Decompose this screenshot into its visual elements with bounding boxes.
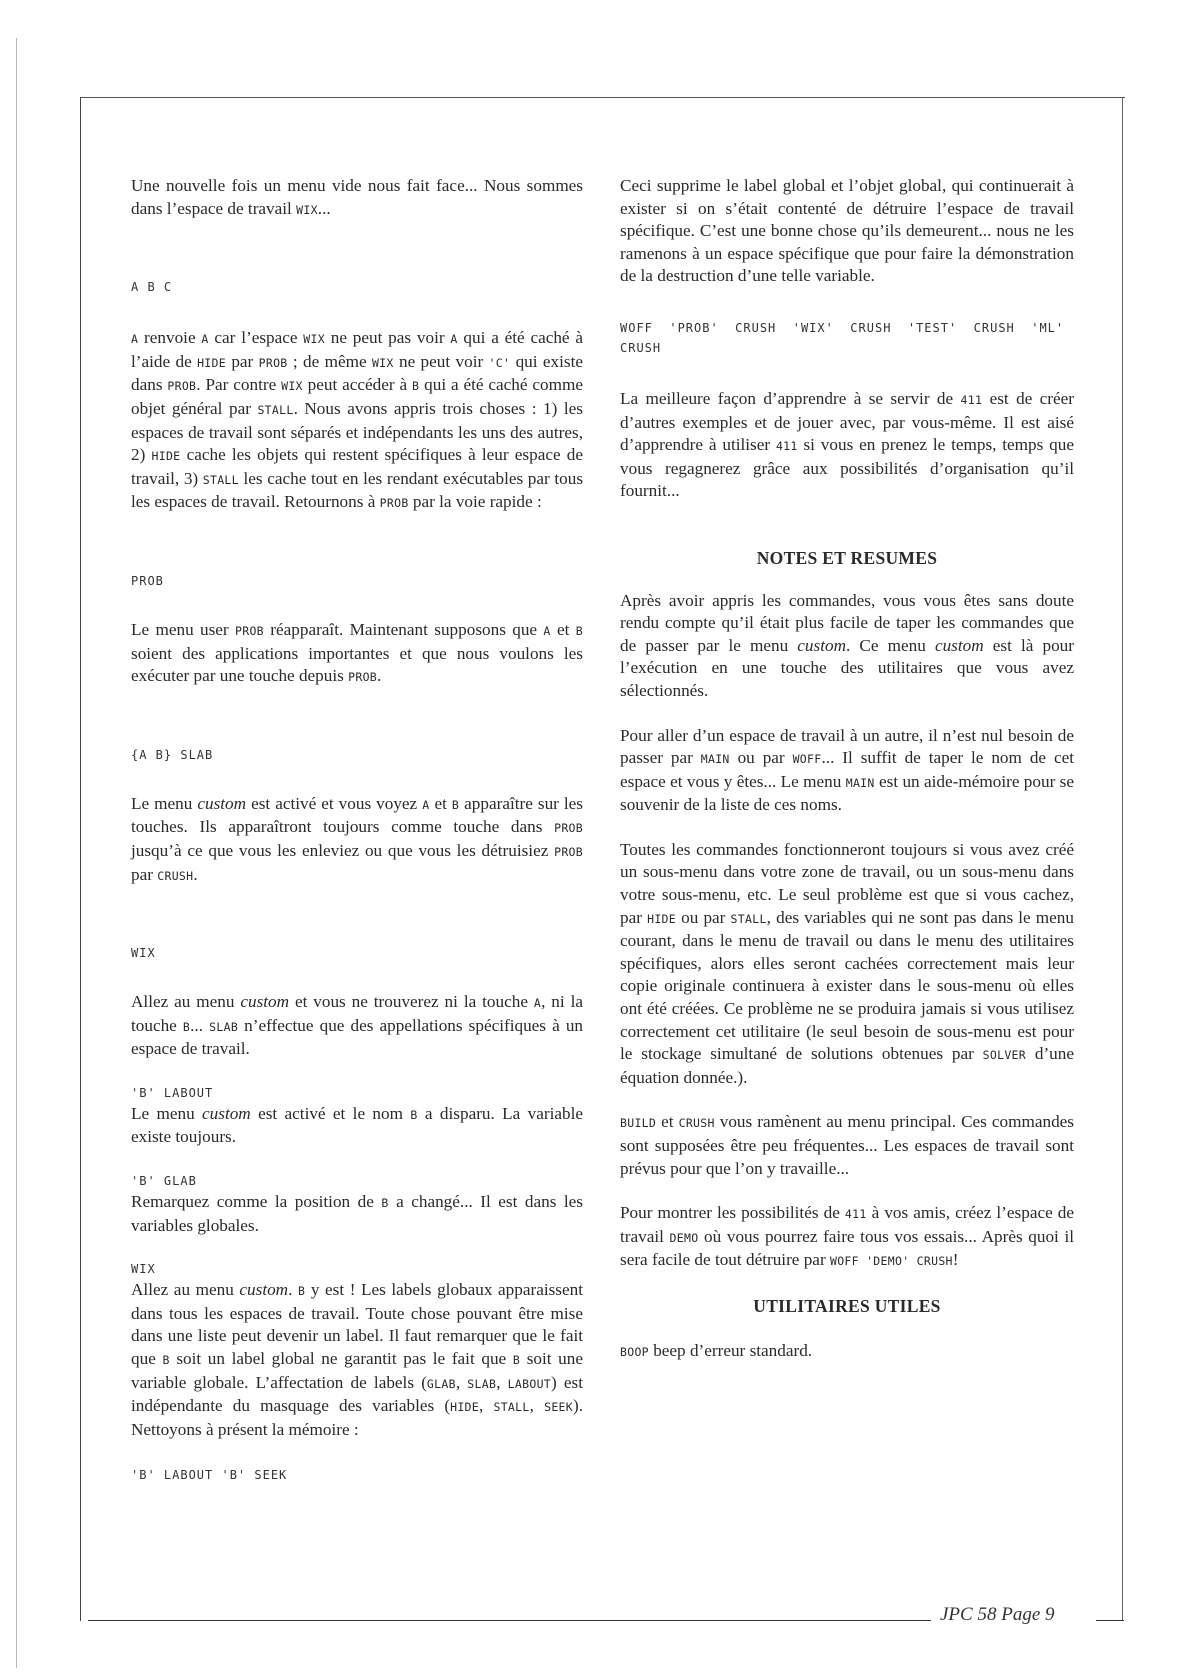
paragraph: Une nouvelle fois un menu vide nous fait face... Nous sommes dans l’espace de travail WIX...: [131, 176, 583, 218]
right-column: [620, 175, 1074, 1363]
code-line: 'B' LABOUT: [131, 1085, 214, 1100]
paragraph: BUILD et CRUSH vous ramènent au menu principal. Ces commandes sont supposées être peu fréquentes... Les espaces de travail sont prévus pour que l’on y travaille...: [620, 1112, 1074, 1178]
paragraph: Le menu custom est activé et vous voyez A et B apparaître sur les touches. Ils apparaîtront toujours comme touche dans PROB jusqu’à ce que vous les enleviez ou que vous les détruisiez PROB par CRUSH.: [131, 793, 583, 884]
paragraph: Le menu user PROB réapparaît. Maintenant supposons que A et B soient des applications importantes et que nous voulons les exécuter par une touche depuis PROB.: [131, 619, 584, 686]
paragraph: Pour montrer les possibilités de 411 à vos amis, créez l’espace de travail DEMO où vous pourrez faire tous vos essais... Après quoi il sera facile de tout détruire par WOFF 'DEMO' CRUSH!: [620, 1203, 1074, 1270]
code-line: {A B} SLAB: [131, 747, 214, 762]
code-line: WOFF 'PROB' CRUSH 'WIX' CRUSH 'TEST' CRUSH 'ML' CRUSH: [620, 320, 1073, 355]
paragraph: Remarquez comme la position de B a changé... Il est dans les variables globales.: [131, 1192, 583, 1235]
paragraph: Toutes les commandes fonctionneront toujours si vous avez créé un sous-menu dans votre zone de travail, ou un sous-menu dans votre sous-menu, etc. Le seul problème est que si vous cachez, par HIDE ou par STALL, des variables qui ne sont pas dans le menu courant, dans le menu de travail ou dans le menu des utilitaires spécifiques, alors elles seront cachées correctement mais leur copie originale continuera à exister dans le sous-menu où elles ont été créées. Ce problème ne se produira jamais si vous utilisez correctement cet utilitaire (le seul besoin de sous-menu est pour le stockage simultané de solutions obtenues par SOLVER d’une équation donnée.).: [620, 839, 1074, 1087]
section-heading: NOTES ET RESUMES: [756, 547, 938, 568]
paragraph: Le menu custom est activé et le nom B a disparu. La variable existe toujours.: [131, 1103, 583, 1147]
code-line: 'B' GLAB: [131, 1174, 197, 1189]
code-line: PROB: [131, 573, 164, 588]
paragraph: A renvoie A car l’espace WIX ne peut pas voir A qui a été caché à l’aide de HIDE par PROB ; de même WIX ne peut voir 'C' qui existe dans PROB. Par contre WIX peut accéder à B qui a été caché comme objet général par STALL. Nous avons appris trois choses : 1) les espaces de travail sont séparés et indépendants les uns des autres, 2) HIDE cache les objets qui restent spécifiques à leur espace de travail, 3) STALL les cache tout en les rendant exécutables par tous les espaces de travail. Retournons à PROB par la voie rapide :: [131, 328, 584, 512]
code-line: 'B' LABOUT 'B' SEEK: [131, 1468, 288, 1483]
page-footer: JPC 58 Page 9: [940, 1604, 1055, 1625]
paragraph: Pour aller d’un espace de travail à un autre, il n’est nul besoin de passer par MAIN ou par WOFF... Il suffit de taper le nom de cet espace et vous y êtes... Le menu MAIN est un aide-mémoire pour se souvenir de la liste de ces noms.: [620, 725, 1074, 815]
page-frame-bottom-end: [1096, 1620, 1124, 1621]
paragraph: La meilleure façon d’apprendre à se servir de 411 est de créer d’autres exemples et de jouer avec, par vous-même. Il est aisé d’apprendre à utiliser 411 si vous en prenez le temps, temps que vous regagnerez grâce aux possibilités d’organisation qu’il fournit...: [620, 388, 1075, 501]
paragraph: BOOP beep d’erreur standard.: [620, 1340, 813, 1360]
page-binding-line: [16, 38, 17, 1668]
page-frame-bottom: [88, 1620, 931, 1621]
page-frame-top: [80, 97, 1125, 98]
page-frame-right: [1122, 98, 1123, 1620]
code-line: WIX: [131, 1262, 156, 1277]
page-frame-left: [80, 97, 81, 1621]
paragraph: Allez au menu custom et vous ne trouverez ni la touche A, ni la touche B... SLAB n’effectue que des appellations spécifiques à un espace de travail.: [131, 992, 584, 1059]
paragraph: Allez au menu custom. B y est ! Les labels globaux apparaissent dans tous les espaces de travail. Toute chose pouvant être mise dans une liste peut devenir un label. Il faut remarquer que le fait que B soit un label global ne garantit pas le fait que B soit une variable globale. L’affectation de labels (GLAB, SLAB, LABOUT) est indépendante du masquage des variables (HIDE, STALL, SEEK). Nettoyons à présent la mémoire :: [131, 1280, 584, 1439]
code-line: WIX: [131, 946, 156, 961]
paragraph: Après avoir appris les commandes, vous vous êtes sans doute rendu compte qu’il était plus facile de taper les commandes que de passer par le menu custom. Ce menu custom est là pour l’exécution en une touche des utilitaires que vous avez sélectionnés.: [620, 590, 1074, 700]
left-column: [131, 175, 583, 1485]
code-line: A B C: [131, 280, 173, 295]
paragraph: Ceci supprime le label global et l’objet global, qui continuerait à exister si on s’était contenté de détruire l’espace de travail spécifique. C’est une bonne chose qu’ils demeurent... nous ne les ramenons à un espace spécifique que pour faire la démonstration de la destruction d’une telle variable.: [620, 176, 1074, 286]
section-heading: UTILITAIRES UTILES: [753, 1295, 941, 1316]
